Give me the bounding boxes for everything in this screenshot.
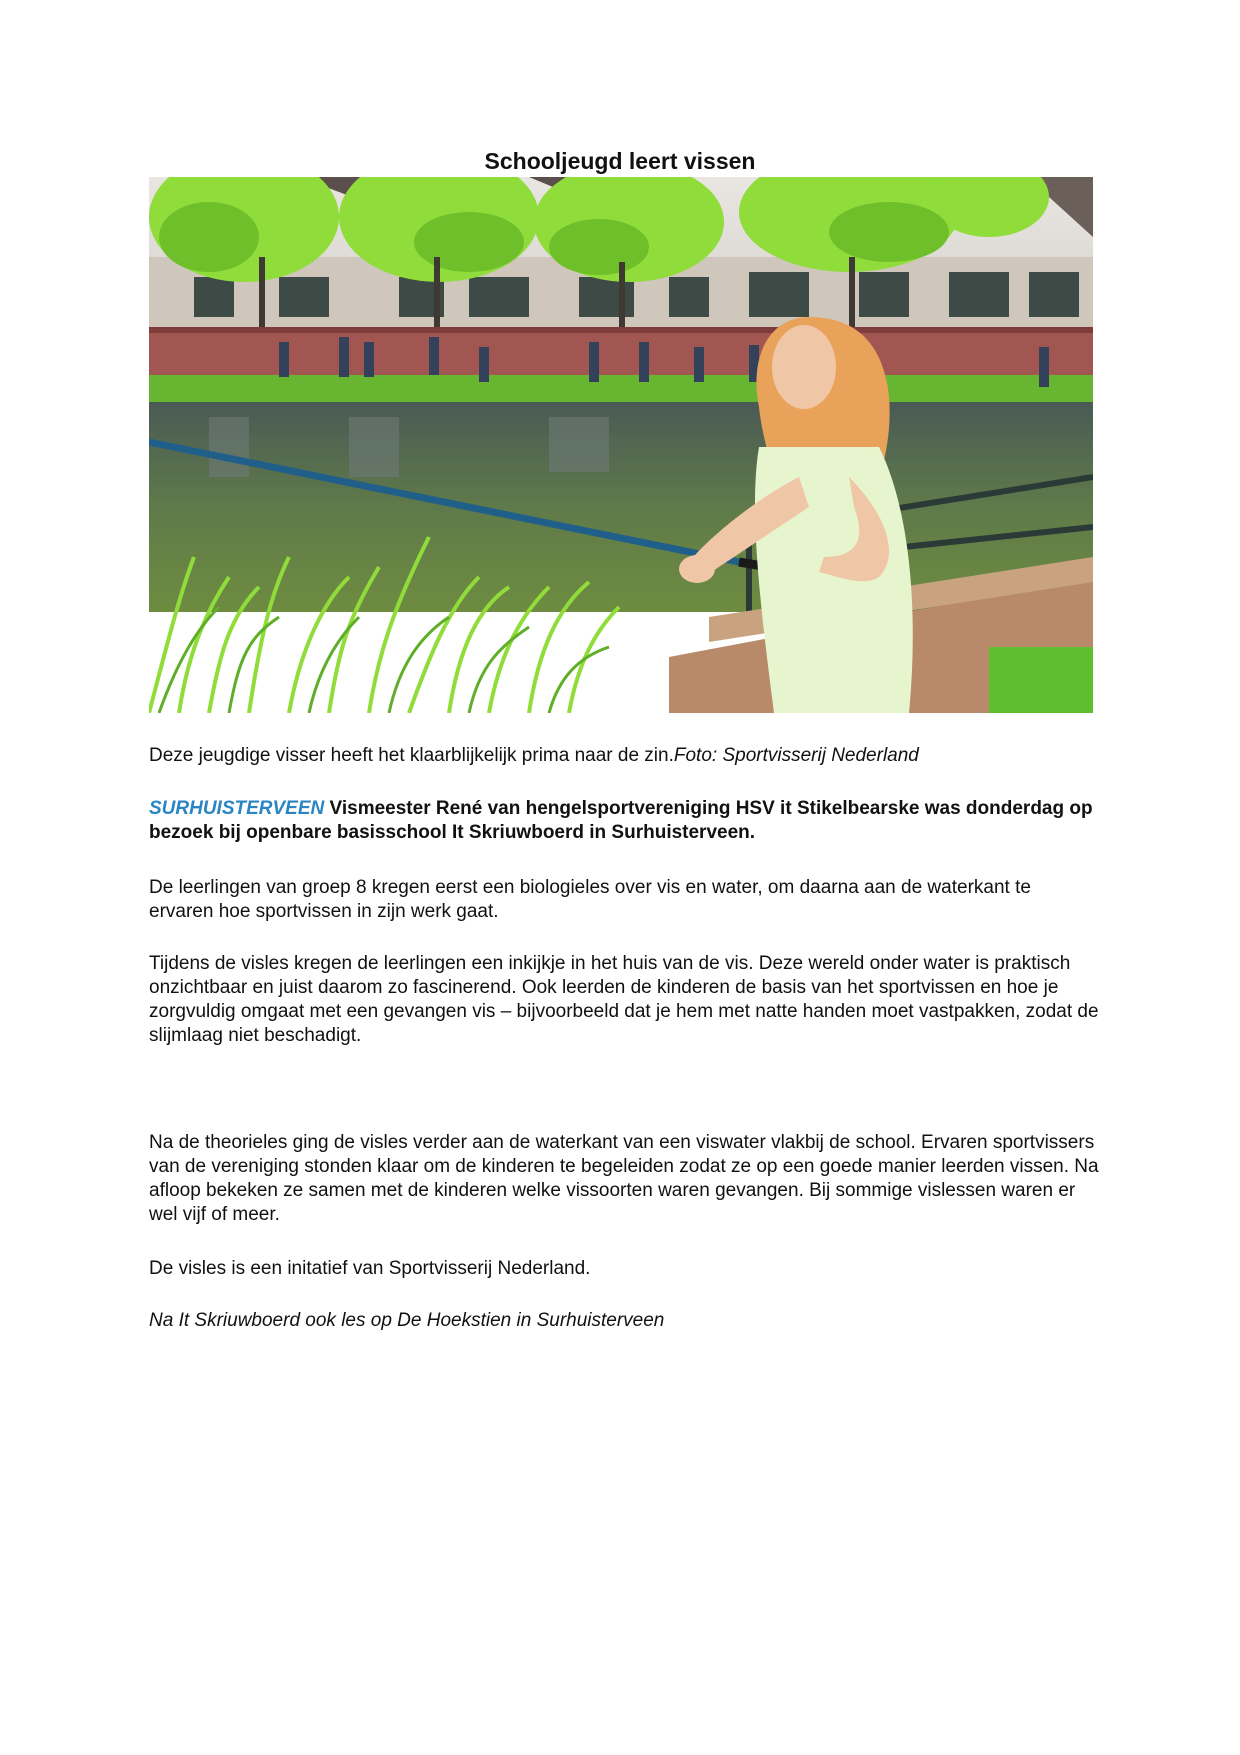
article-title: Schooljeugd leert vissen bbox=[484, 148, 756, 174]
closing-line: Na It Skriuwboerd ook les op De Hoekstien in Surhuisterveen bbox=[149, 1310, 665, 1331]
photo-caption bbox=[149, 744, 1099, 768]
photo-credit: Foto: Sportvisserij Nederland bbox=[673, 745, 919, 766]
body-paragraph: De leerlingen van groep 8 kregen eerst een biologieles over vis en water, om daarna aan de waterkant te ervaren hoe sportvissen in zijn werk gaat. bbox=[149, 877, 1031, 922]
lead-paragraph bbox=[149, 797, 1099, 845]
body-paragraph: Na de theorieles ging de visles verder aan de waterkant van een viswater vlakbij de school. Ervaren sportvissers van de vereniging stonden klaar om de kinderen te begeleiden zodat ze op een goede manier leerden vissen. Na afloop bekeken ze samen met de kinderen welke vissoorten waren gevangen. Bij sommige vislessen waren er wel vijf of meer. bbox=[149, 1132, 1099, 1225]
dateline: SURHUISTERVEEN bbox=[149, 798, 325, 819]
lead-text: Vismeester René van hengelsportvereniging HSV it Stikelbearske was donderdag op bezoek bij openbare basisschool It Skriuwboerd in Surhuisterveen. bbox=[149, 798, 1093, 843]
caption-text: Deze jeugdige visser heeft het klaarblijkelijk prima naar de zin. bbox=[149, 745, 674, 766]
body-paragraph: Tijdens de visles kregen de leerlingen een inkijkje in het huis van de vis. Deze wereld onder water is praktisch onzichtbaar en juist daarom zo fascinerend. Ook leerden de kinderen de basis van het sportvissen en hoe je zorgvuldig omgaat met een gevangen vis – bijvoorbeeld dat je hem met natte handen moet vastpakken, zodat de slijmlaag niet beschadigt. bbox=[149, 953, 1099, 1046]
photo-girl-fishing-icon bbox=[149, 177, 1093, 713]
article-photo bbox=[149, 177, 1093, 713]
body-paragraph: De visles is een initatief van Sportvisserij Nederland. bbox=[149, 1258, 591, 1279]
